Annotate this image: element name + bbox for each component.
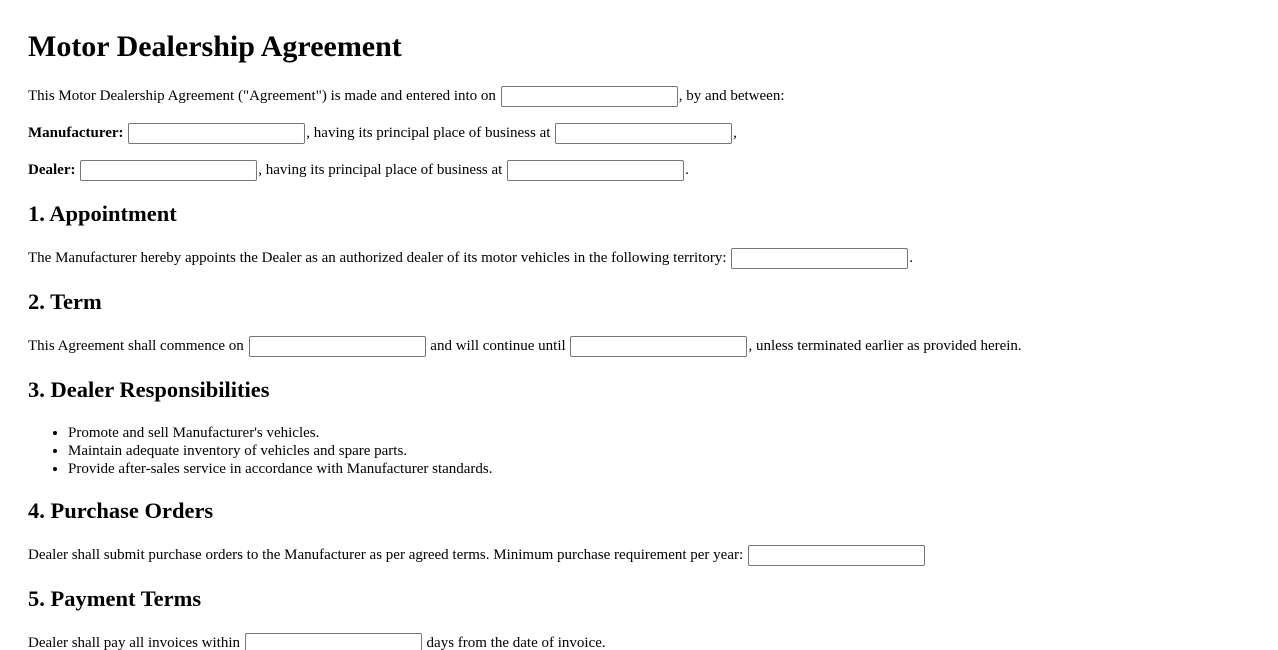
page-title: Motor Dealership Agreement <box>28 30 402 63</box>
dealer-address-text: , having its principal place of business at <box>258 162 503 178</box>
dealer-end: . <box>685 162 689 178</box>
manufacturer-address-field[interactable] <box>555 123 732 144</box>
section-heading-purchase-orders: 4. Purchase Orders <box>28 498 214 523</box>
term-text-start: This Agreement shall commence on <box>28 338 244 354</box>
appointment-text: The Manufacturer hereby appoints the Dealer as an authorized dealer of its motor vehicles in the following territory: <box>28 250 727 266</box>
payment-text-start: Dealer shall pay all invoices within <box>28 635 241 650</box>
payment-days-field[interactable] <box>245 633 422 650</box>
dealer-name-field[interactable] <box>80 160 257 181</box>
term-text-middle: and will continue until <box>430 338 566 354</box>
section-heading-appointment: 1. Appointment <box>28 201 177 226</box>
purchase-orders-text: Dealer shall submit purchase orders to the Manufacturer as per agreed terms. Minimum purchase requirement per year: <box>28 547 744 563</box>
start-date-field[interactable] <box>249 336 426 357</box>
manufacturer-name-field[interactable] <box>128 123 305 144</box>
appointment-paragraph <box>28 246 913 270</box>
manufacturer-end: , <box>733 125 737 141</box>
intro-text: This Motor Dealership Agreement ("Agreement") is made and entered into on <box>28 88 496 104</box>
intro-paragraph <box>28 84 785 108</box>
payment-paragraph <box>28 631 606 650</box>
appointment-end: . <box>909 250 913 266</box>
dealer-address-field[interactable] <box>507 160 684 181</box>
responsibilities-list <box>28 424 493 478</box>
territory-field[interactable] <box>731 248 908 269</box>
intro-text-end: , by and between: <box>678 88 785 104</box>
dealer-paragraph <box>28 158 689 182</box>
manufacturer-paragraph <box>28 121 737 145</box>
list-item: • Provide after-sales service in accordance with Manufacturer standards. <box>68 460 493 478</box>
term-text-end: , unless terminated earlier as provided herein. <box>748 338 1022 354</box>
dealer-label: Dealer: <box>28 162 76 178</box>
list-item: • Promote and sell Manufacturer's vehicles. <box>68 424 493 442</box>
payment-text-end: days from the date of invoice. <box>426 635 606 650</box>
agreement-date-field[interactable] <box>501 86 678 107</box>
list-item: • Maintain adequate inventory of vehicles and spare parts. <box>68 442 493 460</box>
manufacturer-label: Manufacturer: <box>28 125 124 141</box>
end-date-field[interactable] <box>570 336 747 357</box>
manufacturer-address-text: , having its principal place of business at <box>306 125 551 141</box>
purchase-orders-paragraph <box>28 543 926 567</box>
term-paragraph <box>28 334 1022 358</box>
minimum-purchase-field[interactable] <box>748 545 925 566</box>
section-heading-payment: 5. Payment Terms <box>28 586 202 611</box>
section-heading-term: 2. Term <box>28 289 102 314</box>
section-heading-responsibilities: 3. Dealer Responsibilities <box>28 377 270 402</box>
